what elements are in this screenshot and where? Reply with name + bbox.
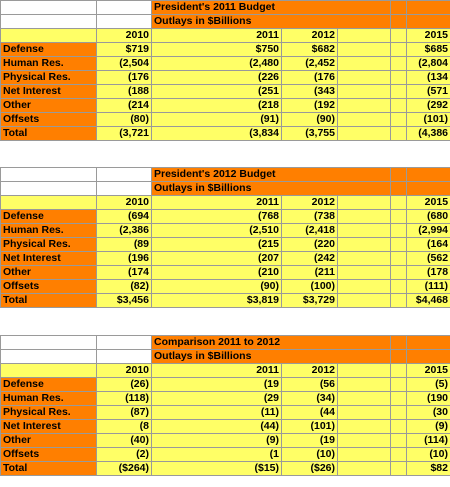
cell-2012[interactable]: (211 [282,266,338,280]
row-label[interactable]: Defense [1,43,97,57]
cell-2015[interactable]: $82 [407,462,450,476]
header-2011[interactable]: 2011 [152,29,282,43]
cell-2010[interactable]: (87) [97,406,152,420]
row-label[interactable]: Defense [1,378,97,392]
cell-2015[interactable]: (4,386 [407,127,450,141]
cell-2015[interactable]: (9) [407,420,450,434]
cell-2015[interactable]: (292 [407,99,450,113]
table-row [1,224,450,238]
table-row [1,238,450,252]
cell-2015[interactable]: (101) [407,113,450,127]
cell-2011[interactable]: (3,834 [152,127,282,141]
cell-2011[interactable]: (768 [152,210,282,224]
cell-2012[interactable]: ($26) [282,462,338,476]
title-row [1,336,450,350]
subtitle-row [1,15,450,29]
table-row [1,252,450,266]
cell-2012[interactable]: (34) [282,392,338,406]
cell-2015[interactable]: (5) [407,378,450,392]
row-label[interactable]: Net Interest [1,252,97,266]
cell-2015[interactable]: (571 [407,85,450,99]
cell-2011[interactable]: (29 [152,392,282,406]
cell-2011[interactable]: ($15) [152,462,282,476]
header-row [1,196,450,210]
cell-2011[interactable]: (226 [152,71,282,85]
title-row [1,168,450,182]
cell-2010[interactable]: (118) [97,392,152,406]
row-label[interactable]: Other [1,266,97,280]
cell-2011[interactable]: (251 [152,85,282,99]
cell-2015[interactable]: (2,994 [407,224,450,238]
section-title[interactable]: President's 2011 Budget [152,1,391,15]
budget-2012-table [0,167,450,308]
row-label[interactable]: Offsets [1,113,97,127]
cell-2011[interactable]: (91) [152,113,282,127]
cell-2010[interactable]: (80) [97,113,152,127]
row-label[interactable]: Defense [1,210,97,224]
row-label[interactable]: Net Interest [1,420,97,434]
cell-2012[interactable]: (44 [282,406,338,420]
row-label[interactable]: Offsets [1,280,97,294]
section-subtitle[interactable]: Outlays in $Billions [152,15,391,29]
cell-2010[interactable]: (26) [97,378,152,392]
table-row [1,266,450,280]
cell-2010[interactable]: (82) [97,280,152,294]
cell-2010[interactable]: (188 [97,85,152,99]
cell-2011[interactable]: (207 [152,252,282,266]
table-row [1,462,450,476]
header-2015[interactable]: 2015 [407,364,450,378]
cell-2015[interactable]: (190 [407,392,450,406]
cell-2011[interactable]: (1 [152,448,282,462]
header-2011[interactable]: 2011 [152,364,282,378]
cell-2011[interactable]: (19 [152,378,282,392]
cell-2010[interactable]: (40) [97,434,152,448]
table-row [1,434,450,448]
row-label[interactable]: Human Res. [1,224,97,238]
title-row [1,1,450,15]
cell-2012[interactable]: (2,418 [282,224,338,238]
cell-2015[interactable]: (178 [407,266,450,280]
cell-2012[interactable]: (101) [282,420,338,434]
cell-2015[interactable]: (2,804 [407,57,450,71]
cell-2015[interactable]: $685 [407,43,450,57]
cell-2015[interactable]: (562 [407,252,450,266]
header-2015[interactable]: 2015 [407,29,450,43]
table-row [1,113,450,127]
cell-2011[interactable]: (218 [152,99,282,113]
table-row [1,127,450,141]
subtitle-row [1,350,450,364]
table-row [1,392,450,406]
cell-2010[interactable]: ($264) [97,462,152,476]
cell-2010[interactable]: (174 [97,266,152,280]
table-row [1,210,450,224]
cell-2012[interactable]: (56 [282,378,338,392]
cell-2012[interactable]: (19 [282,434,338,448]
header-2012[interactable]: 2012 [282,196,338,210]
header-2015[interactable]: 2015 [407,196,450,210]
cell-2012[interactable]: (100) [282,280,338,294]
section-subtitle[interactable]: Outlays in $Billions [152,350,391,364]
table-row [1,71,450,85]
table-row [1,378,450,392]
table-row [1,448,450,462]
row-label[interactable]: Physical Res. [1,71,97,85]
cell-2011[interactable]: (210 [152,266,282,280]
section-title[interactable]: President's 2012 Budget [152,168,391,182]
cell-2010[interactable]: $3,456 [97,294,152,308]
cell-2012[interactable]: (242 [282,252,338,266]
cell-2015[interactable]: (114) [407,434,450,448]
comparison-section [0,335,450,476]
cell-2015[interactable]: (134 [407,71,450,85]
budget-2011-section [0,0,450,141]
header-2010[interactable]: 2010 [97,29,152,43]
cell-2012[interactable]: (738 [282,210,338,224]
cell-2010[interactable]: (176 [97,71,152,85]
cell-2010[interactable]: (3,721 [97,127,152,141]
cell-2010[interactable]: (694 [97,210,152,224]
header-row [1,364,450,378]
row-label[interactable]: Physical Res. [1,238,97,252]
row-label[interactable]: Other [1,434,97,448]
cell-2012[interactable]: (10) [282,448,338,462]
row-label[interactable]: Human Res. [1,392,97,406]
row-label[interactable]: Total [1,462,97,476]
cell-2010[interactable]: (89 [97,238,152,252]
cell-2012[interactable]: (2,452 [282,57,338,71]
cell-2012[interactable]: (192 [282,99,338,113]
table-row [1,57,450,71]
cell-2015[interactable]: (111) [407,280,450,294]
cell-2011[interactable]: (2,510 [152,224,282,238]
cell-2010[interactable]: (214 [97,99,152,113]
cell-2010[interactable]: (8 [97,420,152,434]
cell-2012[interactable]: (343 [282,85,338,99]
cell-2011[interactable]: (11) [152,406,282,420]
cell-2011[interactable]: (9) [152,434,282,448]
cell-2010[interactable]: (196 [97,252,152,266]
table-row [1,406,450,420]
cell-2015[interactable]: (164 [407,238,450,252]
header-2012[interactable]: 2012 [282,364,338,378]
row-label[interactable]: Total [1,127,97,141]
table-row [1,99,450,113]
header-2010[interactable]: 2010 [97,364,152,378]
table-row [1,420,450,434]
cell-2011[interactable]: (215 [152,238,282,252]
table-row [1,294,450,308]
table-row [1,280,450,294]
row-label[interactable]: Total [1,294,97,308]
cell-2015[interactable]: (680 [407,210,450,224]
cell-2012[interactable]: $682 [282,43,338,57]
cell-2012[interactable]: $3,729 [282,294,338,308]
table-row [1,43,450,57]
subtitle-row [1,182,450,196]
cell-2010[interactable]: (2,386 [97,224,152,238]
cell-2012[interactable]: (176 [282,71,338,85]
row-label[interactable]: Net Interest [1,85,97,99]
cell-2015[interactable]: $4,468 [407,294,450,308]
budget-2011-table [0,0,450,141]
cell-2010[interactable]: (2,504 [97,57,152,71]
budget-2012-section [0,167,450,308]
header-2011[interactable]: 2011 [152,196,282,210]
cell-2011[interactable]: (44) [152,420,282,434]
section-title[interactable]: Comparison 2011 to 2012 [152,336,391,350]
table-row [1,85,450,99]
cell-2015[interactable]: (30 [407,406,450,420]
cell-2012[interactable]: (3,755 [282,127,338,141]
cell-2015[interactable]: (10) [407,448,450,462]
cell-2012[interactable]: (220 [282,238,338,252]
cell-2010[interactable]: $719 [97,43,152,57]
row-label[interactable]: Physical Res. [1,406,97,420]
header-2010[interactable]: 2010 [97,196,152,210]
cell-2011[interactable]: $3,819 [152,294,282,308]
row-label[interactable]: Other [1,99,97,113]
row-label[interactable]: Human Res. [1,57,97,71]
row-label[interactable]: Offsets [1,448,97,462]
comparison-table [0,335,450,476]
header-2012[interactable]: 2012 [282,29,338,43]
cell-2012[interactable]: (90) [282,113,338,127]
section-subtitle[interactable]: Outlays in $Billions [152,182,391,196]
cell-2011[interactable]: $750 [152,43,282,57]
cell-2011[interactable]: (2,480 [152,57,282,71]
cell-2010[interactable]: (2) [97,448,152,462]
cell-2011[interactable]: (90) [152,280,282,294]
header-row [1,29,450,43]
